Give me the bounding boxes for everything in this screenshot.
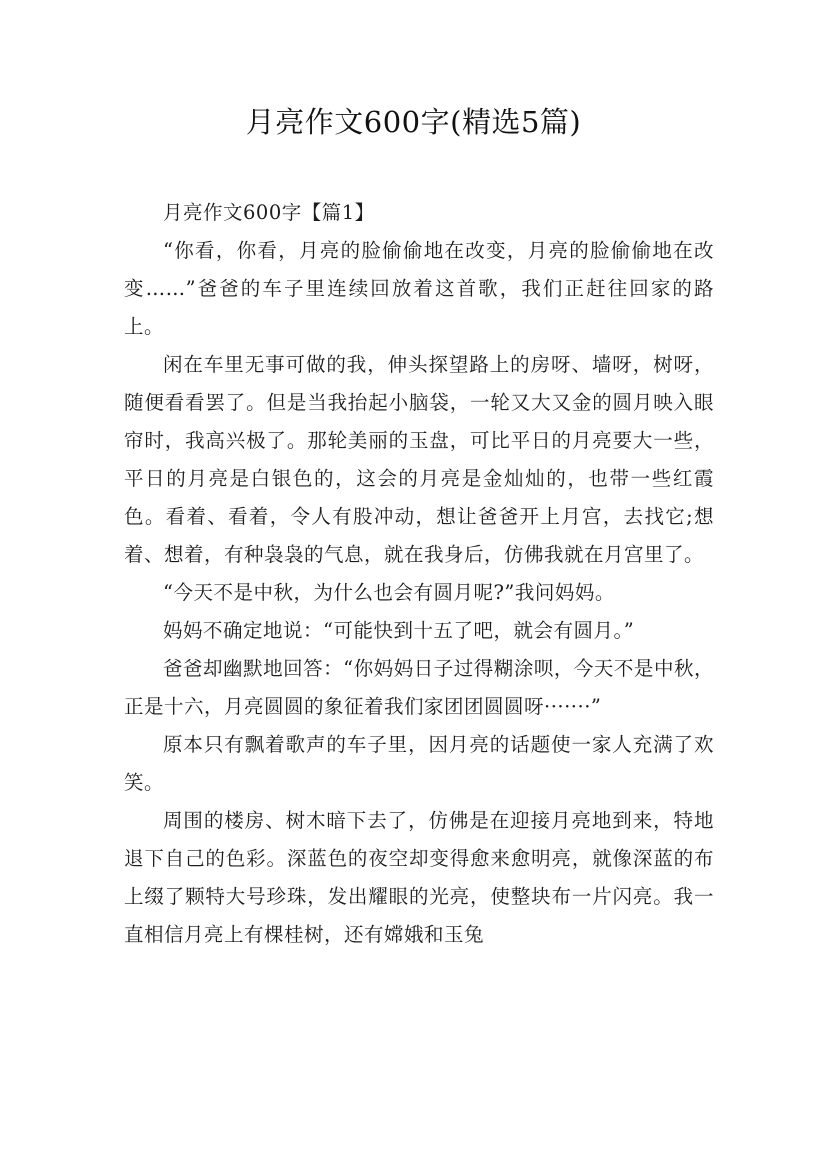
paragraph: 爸爸却幽默地回答：“你妈妈日子过得糊涂呗，今天不是中秋，正是十六，月亮圆圆的象征着我们家团团圆圆呀·······” xyxy=(124,657,714,718)
document-title: 月亮作文600字(精选5篇) xyxy=(245,105,582,139)
paragraph: “你看，你看，月亮的脸偷偷地在改变，月亮的脸偷偷地在改变……”爸爸的车子里连续回放着这首歌，我们正赶往回家的路上。 xyxy=(124,239,714,338)
section-heading: 月亮作文600字【篇1】 xyxy=(163,201,375,224)
document-body xyxy=(124,194,714,954)
paragraph: “今天不是中秋，为什么也会有圆月呢?”我问妈妈。 xyxy=(163,581,615,604)
paragraph: 闲在车里无事可做的我，伸头探望路上的房呀、墙呀，树呀，随便看看罢了。但是当我抬起小脑袋，一轮又大又金的圆月映入眼帘时，我高兴极了。那轮美丽的玉盘，可比平日的月亮要大一些，平日的月亮是白银色的，这会的月亮是金灿灿的，也带一些红霞色。看着、看着，令人有股冲动，想让爸爸开上月宫，去找它;想着、想着，有种袅袅的气息，就在我身后，仿佛我就在月宫里了。 xyxy=(124,353,714,566)
paragraph: 原本只有飘着歌声的车子里，因月亮的话题使一家人充满了欢笑。 xyxy=(124,733,714,794)
paragraph: 周围的楼房、树木暗下去了，仿佛是在迎接月亮地到来，特地退下自己的色彩。深蓝色的夜空却变得愈来愈明亮，就像深蓝的布上缀了颗特大号珍珠，发出耀眼的光亮，使整块布一片闪亮。我一直相信月亮上有棵桂树，还有嫦娥和玉兔 xyxy=(124,809,714,946)
paragraph: 妈妈不确定地说：“可能快到十五了吧，就会有圆月。” xyxy=(163,619,635,642)
